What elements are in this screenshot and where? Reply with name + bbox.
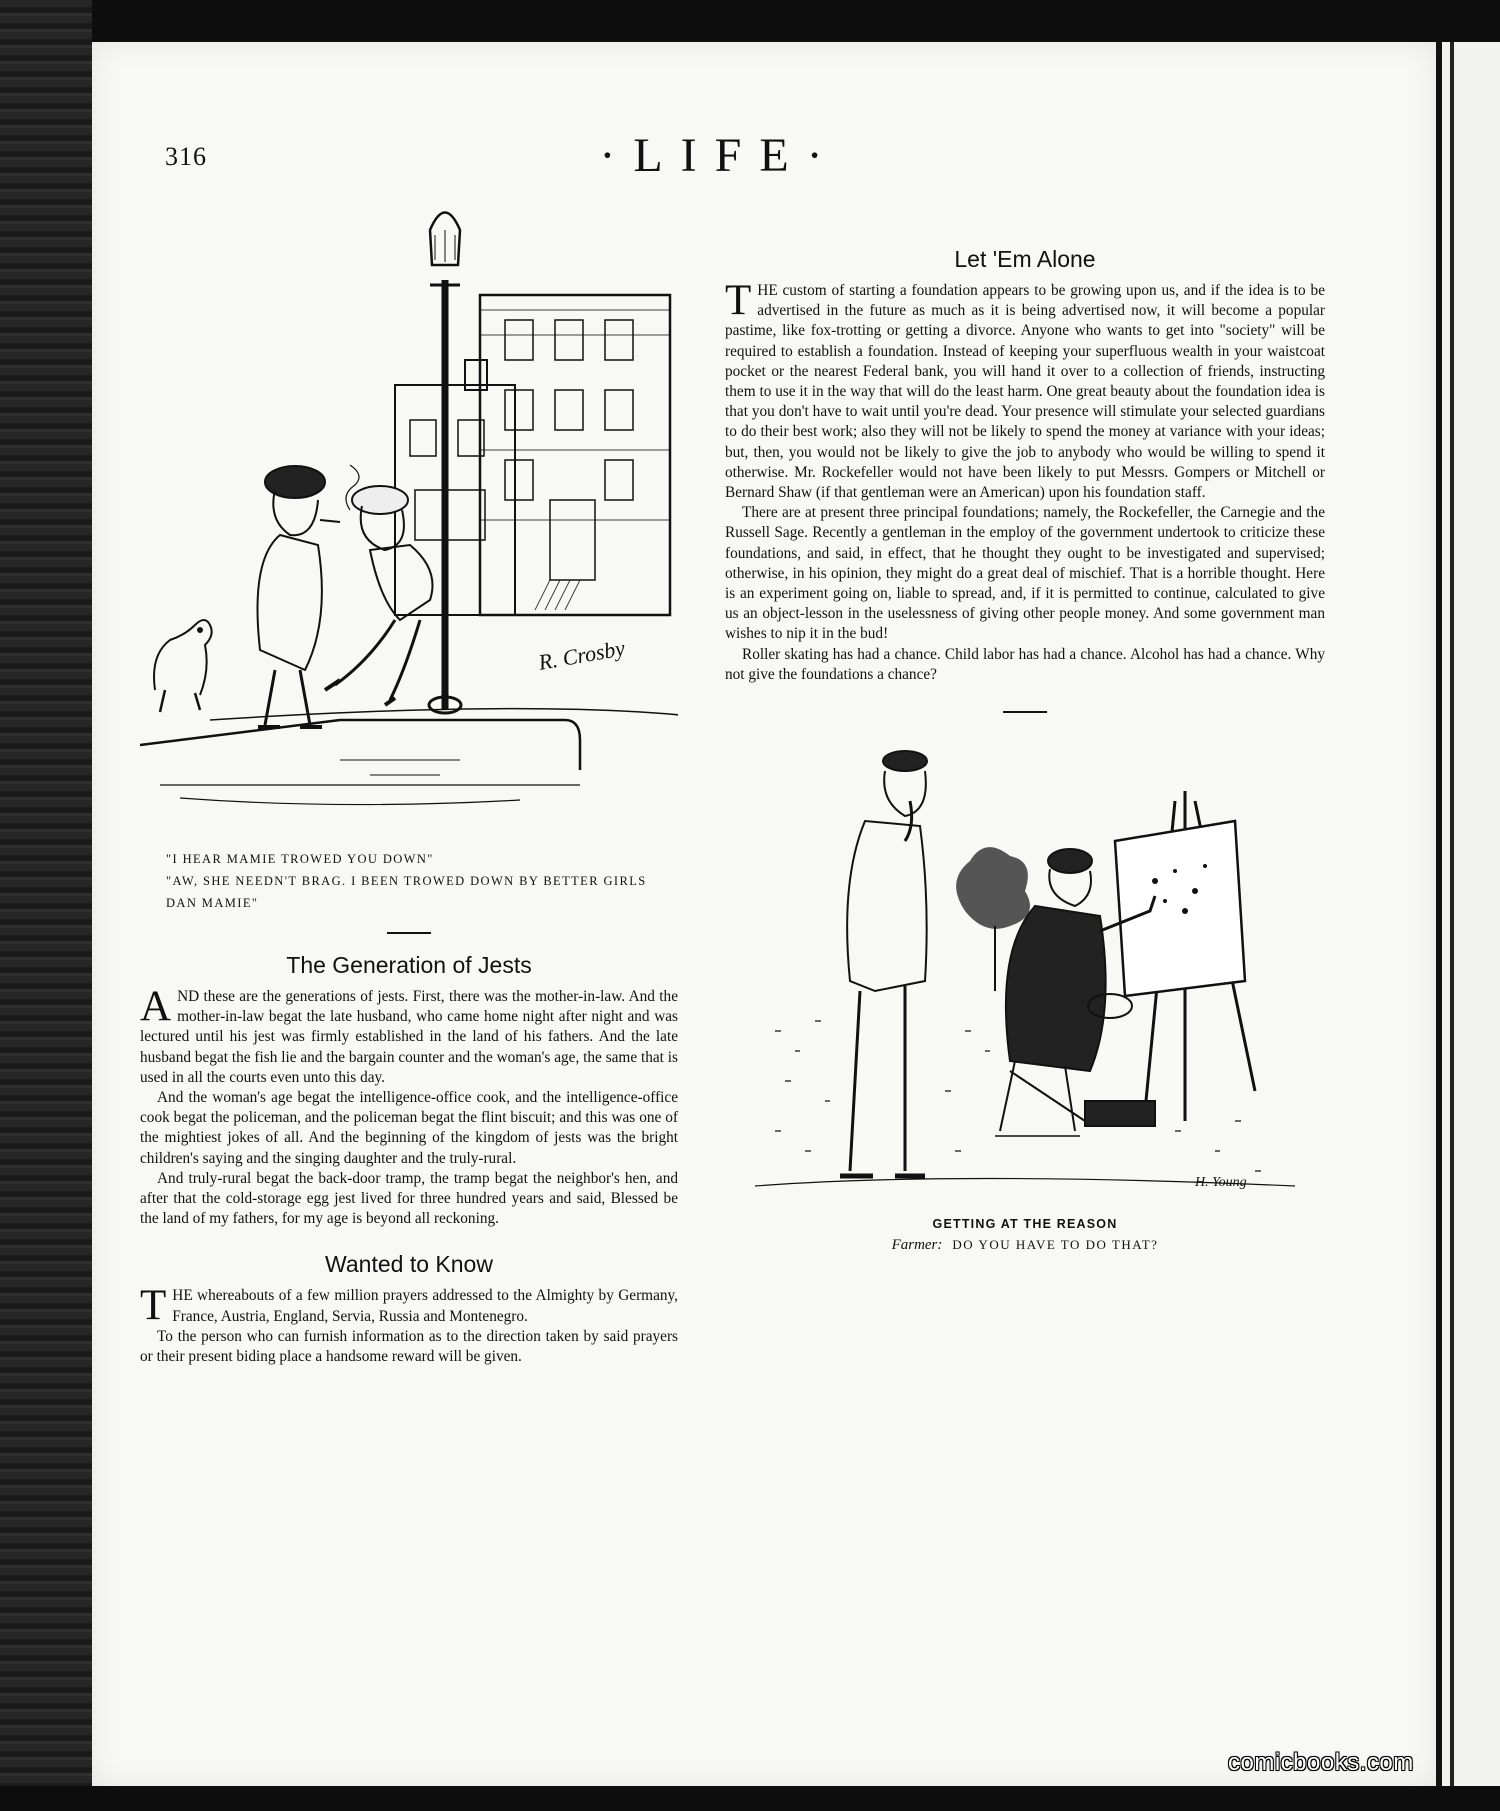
dropcap: T bbox=[725, 277, 752, 324]
street-boys-cartoon bbox=[140, 200, 678, 840]
section-divider bbox=[387, 932, 431, 934]
cartoon-caption bbox=[140, 848, 678, 914]
caption-dialogue bbox=[725, 1237, 1325, 1254]
right-column bbox=[725, 200, 1325, 1254]
caption-title: GETTING AT THE REASON bbox=[932, 1217, 1118, 1232]
masthead-title: ·LIFE· bbox=[599, 129, 841, 182]
section-divider bbox=[1003, 711, 1047, 713]
paragraph: Roller skating has had a chance. Child labor has had a chance. Alcohol has had a chance. Why not give the foundations a chance? bbox=[725, 645, 1325, 683]
cartoon-signature: R. Crosby bbox=[536, 635, 627, 675]
left-column bbox=[140, 200, 678, 1367]
paragraph bbox=[140, 1282, 678, 1330]
paragraph: And truly-rural begat the back-door tramp, the tramp begat the neighbor's hen, and after that the cold-storage egg jest lived for three hundred years and said, Blessed be the land of my fathers, for my age is beyond all reckoning. bbox=[140, 1169, 678, 1228]
cartoon-caption bbox=[725, 1217, 1325, 1254]
article-body-wanted bbox=[140, 1282, 678, 1367]
article-title-alone: Let 'Em Alone bbox=[954, 246, 1096, 272]
painter-farmer-cartoon bbox=[755, 731, 1295, 1211]
caption-line: DO YOU HAVE TO DO THAT? bbox=[952, 1237, 1159, 1253]
article-body-alone bbox=[725, 277, 1325, 685]
caption-line-2: "AW, SHE NEEDN'T BRAG. I BEEN TROWED DOWN BY BETTER GIRLS DAN MAMIE" bbox=[166, 874, 647, 910]
cartoon-signature: H. Young bbox=[1195, 1175, 1247, 1191]
page-number: 316 bbox=[165, 142, 207, 171]
caption-speaker: Farmer: bbox=[891, 1237, 943, 1254]
dropcap: A bbox=[140, 983, 172, 1030]
paragraph-text: HE whereabouts of a few million prayers addressed to the Almighty by Germany, France, Austria, England, Servia, Russia and Montenegro. bbox=[172, 1287, 678, 1325]
paragraph-text: ND these are the generations of jests. First, there was the mother-in-law. And the mother-in-law begat the late husband, who came home night after night and was lectured until his jest was firmly established in the land of his fathers. And the late husband begat the fish lie and the bargain counter and the woman's age, the same that is used in all the courts even unto this day. bbox=[140, 988, 678, 1086]
paragraph-text: HE custom of starting a foundation appears to be growing upon us, and if the idea is to be advertised in the future as much as it is being advertised now, it will become a popular pastime, like fox-trotting or getting a divorce. Anyone who wants to get into "society" will be required to establish a foundation. Instead of keeping your superfluous wealth in your waistcoat pocket or the nearest Federal bank, you will hand it over to a collection of friends, instructing them to use it in the way that will do the least harm. One great beauty about the foundation idea is that you don't have to wait until you're dead. Your presence will stimulate your selected guardians to do their best work; also they will not be likely to spend the money at variance with your ideas; but, then, you would not be likely to give the job to anybody who would be willing to spend it otherwise. Mr. Rockefeller would not have been likely to put Messrs. Gompers or Mitchell or Bernard Shaw (if that gentleman were an American) upon his foundation staff. bbox=[725, 282, 1325, 502]
article-body-jests bbox=[140, 983, 678, 1229]
scan-edge-left bbox=[0, 0, 92, 1811]
paragraph bbox=[140, 983, 678, 1088]
caption-line-1: "I HEAR MAMIE TROWED YOU DOWN" bbox=[166, 852, 434, 866]
watermark: comicbooks.com bbox=[1228, 1749, 1414, 1776]
paragraph: There are at present three principal foundations; namely, the Rockefeller, the Carnegie and the Russell Sage. Recently a gentleman in the employ of the government undertook to criticize these foundations, and said, in effect, that he thought they ought to be investigated and supervised; otherwise, in his opinion, they might do a great deal of mischief. That is a horrible thought. Here is an experiment going on, liable to spread, and, if it is permitted to continue, calculated to give us an object-lesson in the uselessness of giving other people money. And some government man wishes to nip it in the bud! bbox=[725, 504, 1325, 643]
spine-line bbox=[1450, 42, 1454, 1786]
scan-edge-top bbox=[0, 0, 1500, 42]
adjacent-page-edge bbox=[1436, 42, 1500, 1786]
paragraph: And the woman's age begat the intelligence-office cook, and the intelligence-office cook begat the policeman, and the policeman begat the flint biscuit; and this was one of the mightiest jokes of all. And the beginning of the kingdom of jests was the bright children's saying and the singing daughter and the truly-rural. bbox=[140, 1089, 678, 1167]
article-title-wanted: Wanted to Know bbox=[325, 1251, 493, 1278]
scan-edge-bottom bbox=[0, 1786, 1500, 1811]
paragraph bbox=[725, 277, 1325, 503]
article-title-jests: The Generation of Jests bbox=[286, 952, 532, 978]
paragraph: To the person who can furnish information as to the direction taken by said prayers or their present biding place a handsome reward will be given. bbox=[140, 1327, 678, 1366]
dropcap: T bbox=[140, 1282, 167, 1330]
